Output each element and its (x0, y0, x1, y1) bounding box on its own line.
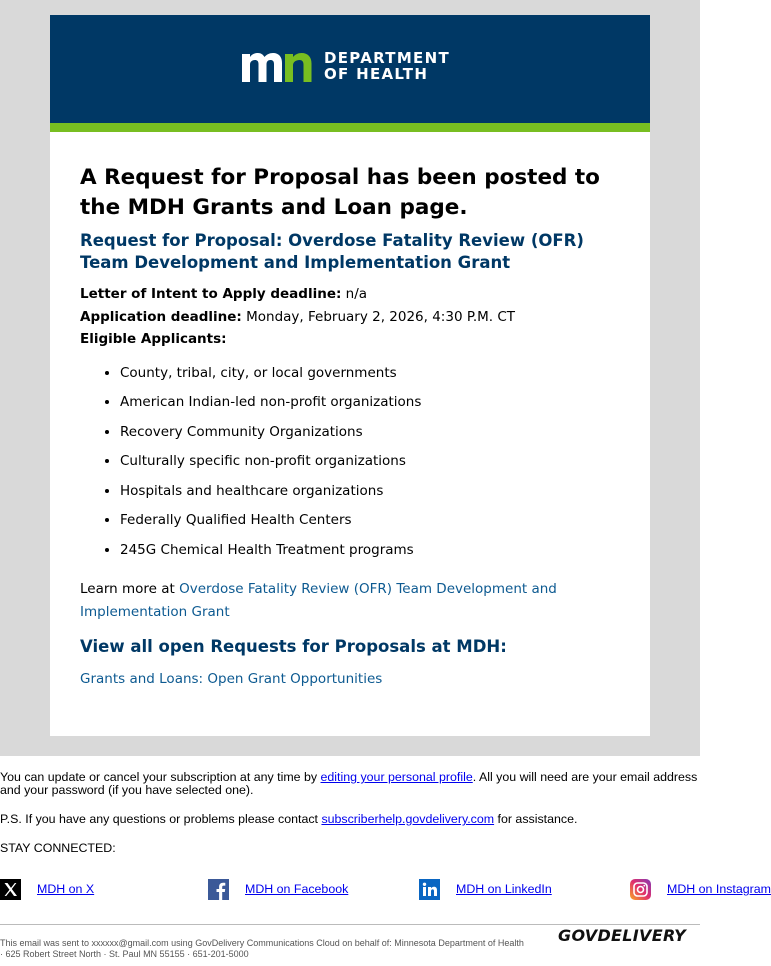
ofr-grant-link[interactable]: Overdose Fatality Review (OFR) Team Development and Implementation Grant (80, 581, 557, 620)
update-suffix: . All you will need are your email address and your password (if you have selected one). (0, 770, 698, 797)
logo-line-2: OF HEALTH (324, 65, 429, 83)
list-item: • County, tribal, city, or local governments (120, 359, 600, 389)
instagram-icon (630, 879, 651, 900)
list-item: • Hospitals and healthcare organizations (120, 477, 600, 507)
loi-value: n/a (341, 286, 368, 302)
ps-notice (0, 813, 700, 826)
social-links (0, 879, 771, 901)
social-link-label[interactable]: MDH on X (37, 882, 95, 896)
list-item: • Federally Qualified Health Centers (120, 506, 600, 536)
loi-label: Letter of Intent to Apply deadline: (80, 286, 342, 302)
ps-suffix: for assistance. (494, 812, 578, 826)
social-link-label[interactable]: MDH on Facebook (245, 882, 349, 896)
app-value: Monday, February 2, 2026, 4:30 P.M. CT (241, 308, 516, 325)
eligible-heading (80, 328, 600, 351)
list-item: • 245G Chemical Health Treatment programs (120, 536, 600, 566)
view-all-heading: View all open Requests for Proposals at MDH: (80, 637, 507, 656)
facebook-icon (208, 879, 229, 900)
social-instagram[interactable] (630, 879, 771, 900)
logo-wordmark (324, 50, 450, 82)
update-prefix: You can update or cancel your subscription at any time by (0, 770, 321, 784)
social-x[interactable] (0, 879, 94, 900)
green-accent-bar (50, 123, 650, 132)
mn-logo-icon (242, 50, 315, 82)
eligible-label: Eligible Applicants: (80, 331, 227, 347)
logo-line-1: DEPARTMENT (324, 49, 450, 67)
eligible-applicants-list (80, 359, 600, 566)
open-grants-link[interactable]: Grants and Loans: Open Grant Opportunities (80, 671, 383, 687)
email-content (80, 163, 600, 689)
social-facebook[interactable] (208, 879, 348, 900)
mdh-logo[interactable] (242, 50, 450, 82)
app-label: Application deadline: (80, 308, 242, 325)
ps-prefix: P.S. If you have any questions or problems please contact (0, 812, 322, 826)
announcement-title: A Request for Proposal has been posted to the MDH Grants and Loan page. (80, 165, 600, 220)
linkedin-icon (419, 879, 440, 900)
email-header (50, 15, 650, 123)
sender-info (0, 938, 590, 960)
social-linkedin[interactable] (419, 879, 552, 900)
application-deadline (80, 306, 600, 329)
sender-line-2: · 625 Robert Street North · St. Paul MN 55155 · 651-201-5000 (0, 949, 249, 959)
list-item: • Culturally specific non-profit organizations (120, 447, 600, 477)
x-icon (0, 879, 21, 900)
list-item: • Recovery Community Organizations (120, 418, 600, 448)
learn-prefix: Learn more at (80, 581, 180, 597)
subscriber-help-link[interactable]: subscriberhelp.govdelivery.com (321, 812, 495, 826)
list-item: • American Indian-led non-profit organizations (120, 388, 600, 418)
social-link-label[interactable]: MDH on LinkedIn (456, 882, 552, 896)
learn-more (80, 578, 600, 624)
footer-divider (0, 924, 700, 925)
govdelivery-logo[interactable]: GOVDELIVERY (558, 926, 686, 945)
email-footer (0, 770, 771, 959)
sender-line-1: This email was sent to xxxxxx@gmail.com using GovDelivery Communications Cloud on behalf of: Minnesota Department of Health (0, 938, 524, 948)
deadline-info (80, 283, 600, 351)
stay-connected-label: STAY CONNECTED: (0, 841, 116, 855)
loi-deadline (80, 283, 600, 306)
subscription-notice (0, 771, 700, 797)
rfp-title: Request for Proposal: Overdose Fatality Review (OFR) Team Development and Implementation Grant (80, 231, 584, 272)
social-link-label[interactable]: MDH on Instagram (667, 882, 771, 896)
edit-profile-link[interactable]: editing your personal profile (320, 770, 473, 784)
grants-link-row (80, 669, 600, 689)
